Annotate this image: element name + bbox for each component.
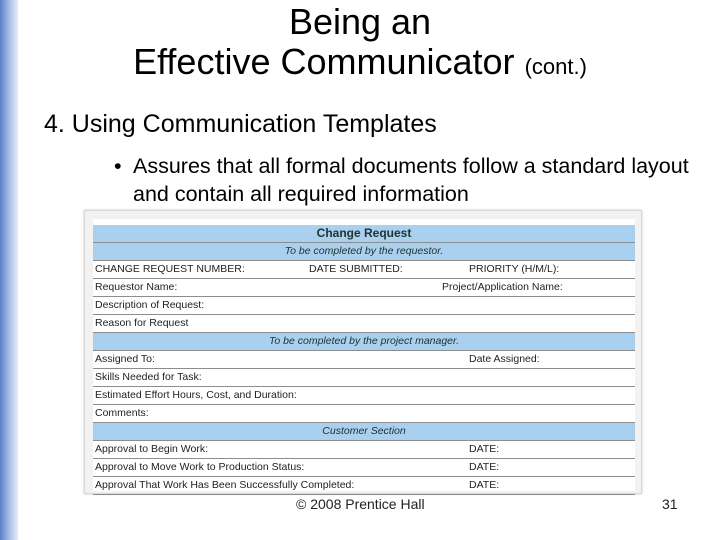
form-row-comments	[93, 405, 635, 423]
slide-title	[20, 2, 700, 87]
requestor-name-label: Requestor Name:	[95, 281, 178, 293]
title-line-1: Being an	[288, 1, 432, 42]
reason-label: Reason for Request	[95, 317, 189, 329]
date-assigned-label: Date Assigned:	[469, 353, 540, 365]
left-accent-bar	[0, 0, 18, 540]
form-row-assigned-to	[93, 351, 635, 369]
approval-move-label: Approval to Move Work to Production Status:	[95, 461, 305, 473]
form-row-skills	[93, 369, 635, 387]
bullet-text: Assures that all formal documents follow a standard layout and contain all required information	[133, 154, 689, 206]
footer-copyright: © 2008 Prentice Hall	[296, 496, 425, 512]
form-row-effort	[93, 387, 635, 405]
date-submitted-label: DATE SUBMITTED:	[309, 263, 403, 275]
priority-label: PRIORITY (H/M/L):	[469, 263, 560, 275]
project-name-label: Project/Application Name:	[442, 281, 563, 293]
customer-section-label: Customer Section	[322, 425, 406, 437]
change-request-number-label: CHANGE REQUEST NUMBER:	[95, 263, 245, 275]
effort-label: Estimated Effort Hours, Cost, and Duration:	[95, 389, 297, 401]
title-suffix: (cont.)	[524, 54, 587, 79]
comments-label: Comments:	[95, 407, 149, 419]
approval-complete-label: Approval That Work Has Been Successfully Completed:	[95, 479, 355, 491]
customer-section-header	[93, 423, 635, 441]
skills-label: Skills Needed for Task:	[95, 371, 202, 383]
approval-begin-label: Approval to Begin Work:	[95, 443, 209, 455]
requestor-section-header	[93, 243, 635, 261]
assigned-to-label: Assigned To:	[95, 353, 155, 365]
form-row-requestor-name	[93, 279, 635, 297]
title-line-2	[20, 42, 700, 87]
form-title-row	[93, 225, 635, 243]
form-row-approval-begin	[93, 441, 635, 459]
pm-section-header	[93, 333, 635, 351]
bullet-item	[114, 152, 704, 208]
form-title: Change Request	[316, 226, 412, 240]
pm-section-label: To be completed by the project manager.	[268, 335, 460, 347]
approval-begin-date-label: DATE:	[469, 443, 500, 455]
bullet-marker: •	[114, 154, 122, 178]
form-row-description	[93, 297, 635, 315]
change-request-form-image	[84, 210, 642, 494]
form-row-approval-complete	[93, 477, 635, 495]
title-main: Effective Communicator	[133, 41, 515, 82]
form-row-approval-move	[93, 459, 635, 477]
point-heading: 4. Using Communication Templates	[44, 110, 437, 138]
approval-move-date-label: DATE:	[469, 461, 500, 473]
page-number: 31	[662, 496, 678, 512]
form-body	[93, 219, 635, 491]
approval-complete-date-label: DATE:	[469, 479, 500, 491]
form-row-reason	[93, 315, 635, 333]
description-label: Description of Request:	[95, 299, 205, 311]
requestor-section-label: To be completed by the requestor.	[284, 245, 444, 257]
form-row-change-request-number	[93, 261, 635, 279]
